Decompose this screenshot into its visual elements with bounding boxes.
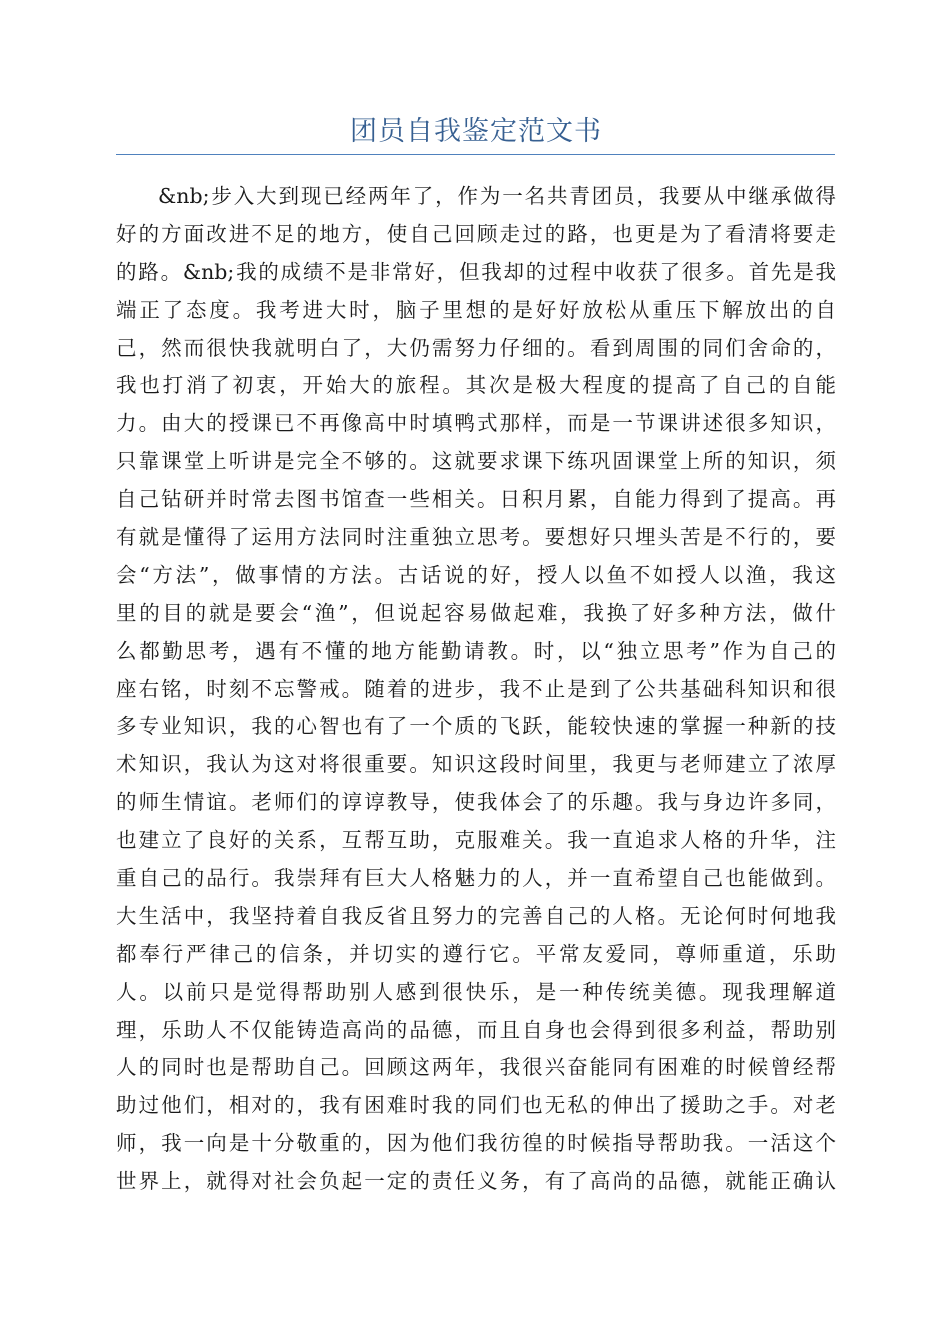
body-line: 术知识，我认为这对将很重要。知识这段时间里，我更与老师建立了浓厚: [116, 752, 836, 777]
body-line: 自己钻研并时常去图书馆查一些相关。日积月累，自能力得到了提高。再: [116, 487, 836, 512]
body-line: 座右铭，时刻不忘警戒。随着的进步，我不止是到了公共基础科知识和很: [116, 676, 836, 701]
body-line: 理，乐助人不仅能铸造高尚的品德，而且自身也会得到很多利益，帮助别: [116, 1017, 836, 1042]
body-line: 我也打消了初衷，开始大的旅程。其次是极大程度的提高了自己的自能: [116, 373, 836, 398]
body-line: 也建立了良好的关系，互帮互助，克服难关。我一直追求人格的升华，注: [116, 828, 836, 853]
body-line: 人的同时也是帮助自己。回顾这两年，我很兴奋能同有困难的时候曾经帮: [116, 1055, 836, 1080]
document-body: [116, 178, 836, 1201]
title-underline: [116, 154, 835, 155]
body-line: 助过他们，相对的，我有困难时我的同们也无私的伸出了援助之手。对老: [116, 1093, 836, 1118]
body-line: &nb;步入大到现已经两年了，作为一名共青团员，我要从中继承做得: [158, 184, 836, 208]
body-line: 人。以前只是觉得帮助别人感到很快乐，是一种传统美德。现我理解道: [116, 979, 836, 1004]
body-line: 的师生情谊。老师们的谆谆教导，使我体会了的乐趣。我与身边许多同，: [116, 790, 836, 815]
document-title: 团员自我鉴定范文书: [350, 116, 602, 147]
body-line: 世界上，就得对社会负起一定的责任义务，有了高尚的品德，就能正确认: [116, 1169, 836, 1194]
body-line: 师，我一向是十分敬重的，因为他们我彷徨的时候指导帮助我。一活这个: [116, 1131, 836, 1156]
body-line: 好的方面改进不足的地方，使自己回顾走过的路，也更是为了看清将要走: [116, 221, 836, 246]
body-line: 力。由大的授课已不再像高中时填鸭式那样，而是一节课讲述很多知识，: [116, 411, 836, 436]
body-line: 会“方法”，做事情的方法。古话说的好，授人以鱼不如授人以渔，我这: [116, 562, 836, 587]
body-line: 己，然而很快我就明白了，大仍需努力仔细的。看到周围的同们舍命的，: [116, 335, 836, 360]
body-line: 重自己的品行。我崇拜有巨大人格魅力的人，并一直希望自己也能做到。: [116, 866, 836, 891]
body-line: 的路。&nb;我的成绩不是非常好，但我却的过程中收获了很多。首先是我: [116, 259, 836, 284]
body-line: 么都勤思考，遇有不懂的地方能勤请教。时，以“独立思考”作为自己的: [116, 638, 836, 663]
body-line: 大生活中，我坚持着自我反省且努力的完善自己的人格。无论何时何地我: [116, 903, 836, 928]
body-line: 只靠课堂上听讲是完全不够的。这就要求课下练巩固课堂上所的知识，须: [116, 449, 836, 474]
body-line: 都奉行严律己的信条，并切实的遵行它。平常友爱同，尊师重道，乐助: [116, 941, 836, 966]
body-line: 多专业知识，我的心智也有了一个质的飞跃，能较快速的掌握一种新的技: [116, 714, 836, 739]
body-line: 里的目的就是要会“渔”，但说起容易做起难，我换了好多种方法，做什: [116, 600, 836, 625]
body-line: 有就是懂得了运用方法同时注重独立思考。要想好只埋头苦是不行的，要: [116, 525, 836, 550]
body-line: 端正了态度。我考进大时，脑子里想的是好好放松从重压下解放出的自: [116, 297, 836, 322]
